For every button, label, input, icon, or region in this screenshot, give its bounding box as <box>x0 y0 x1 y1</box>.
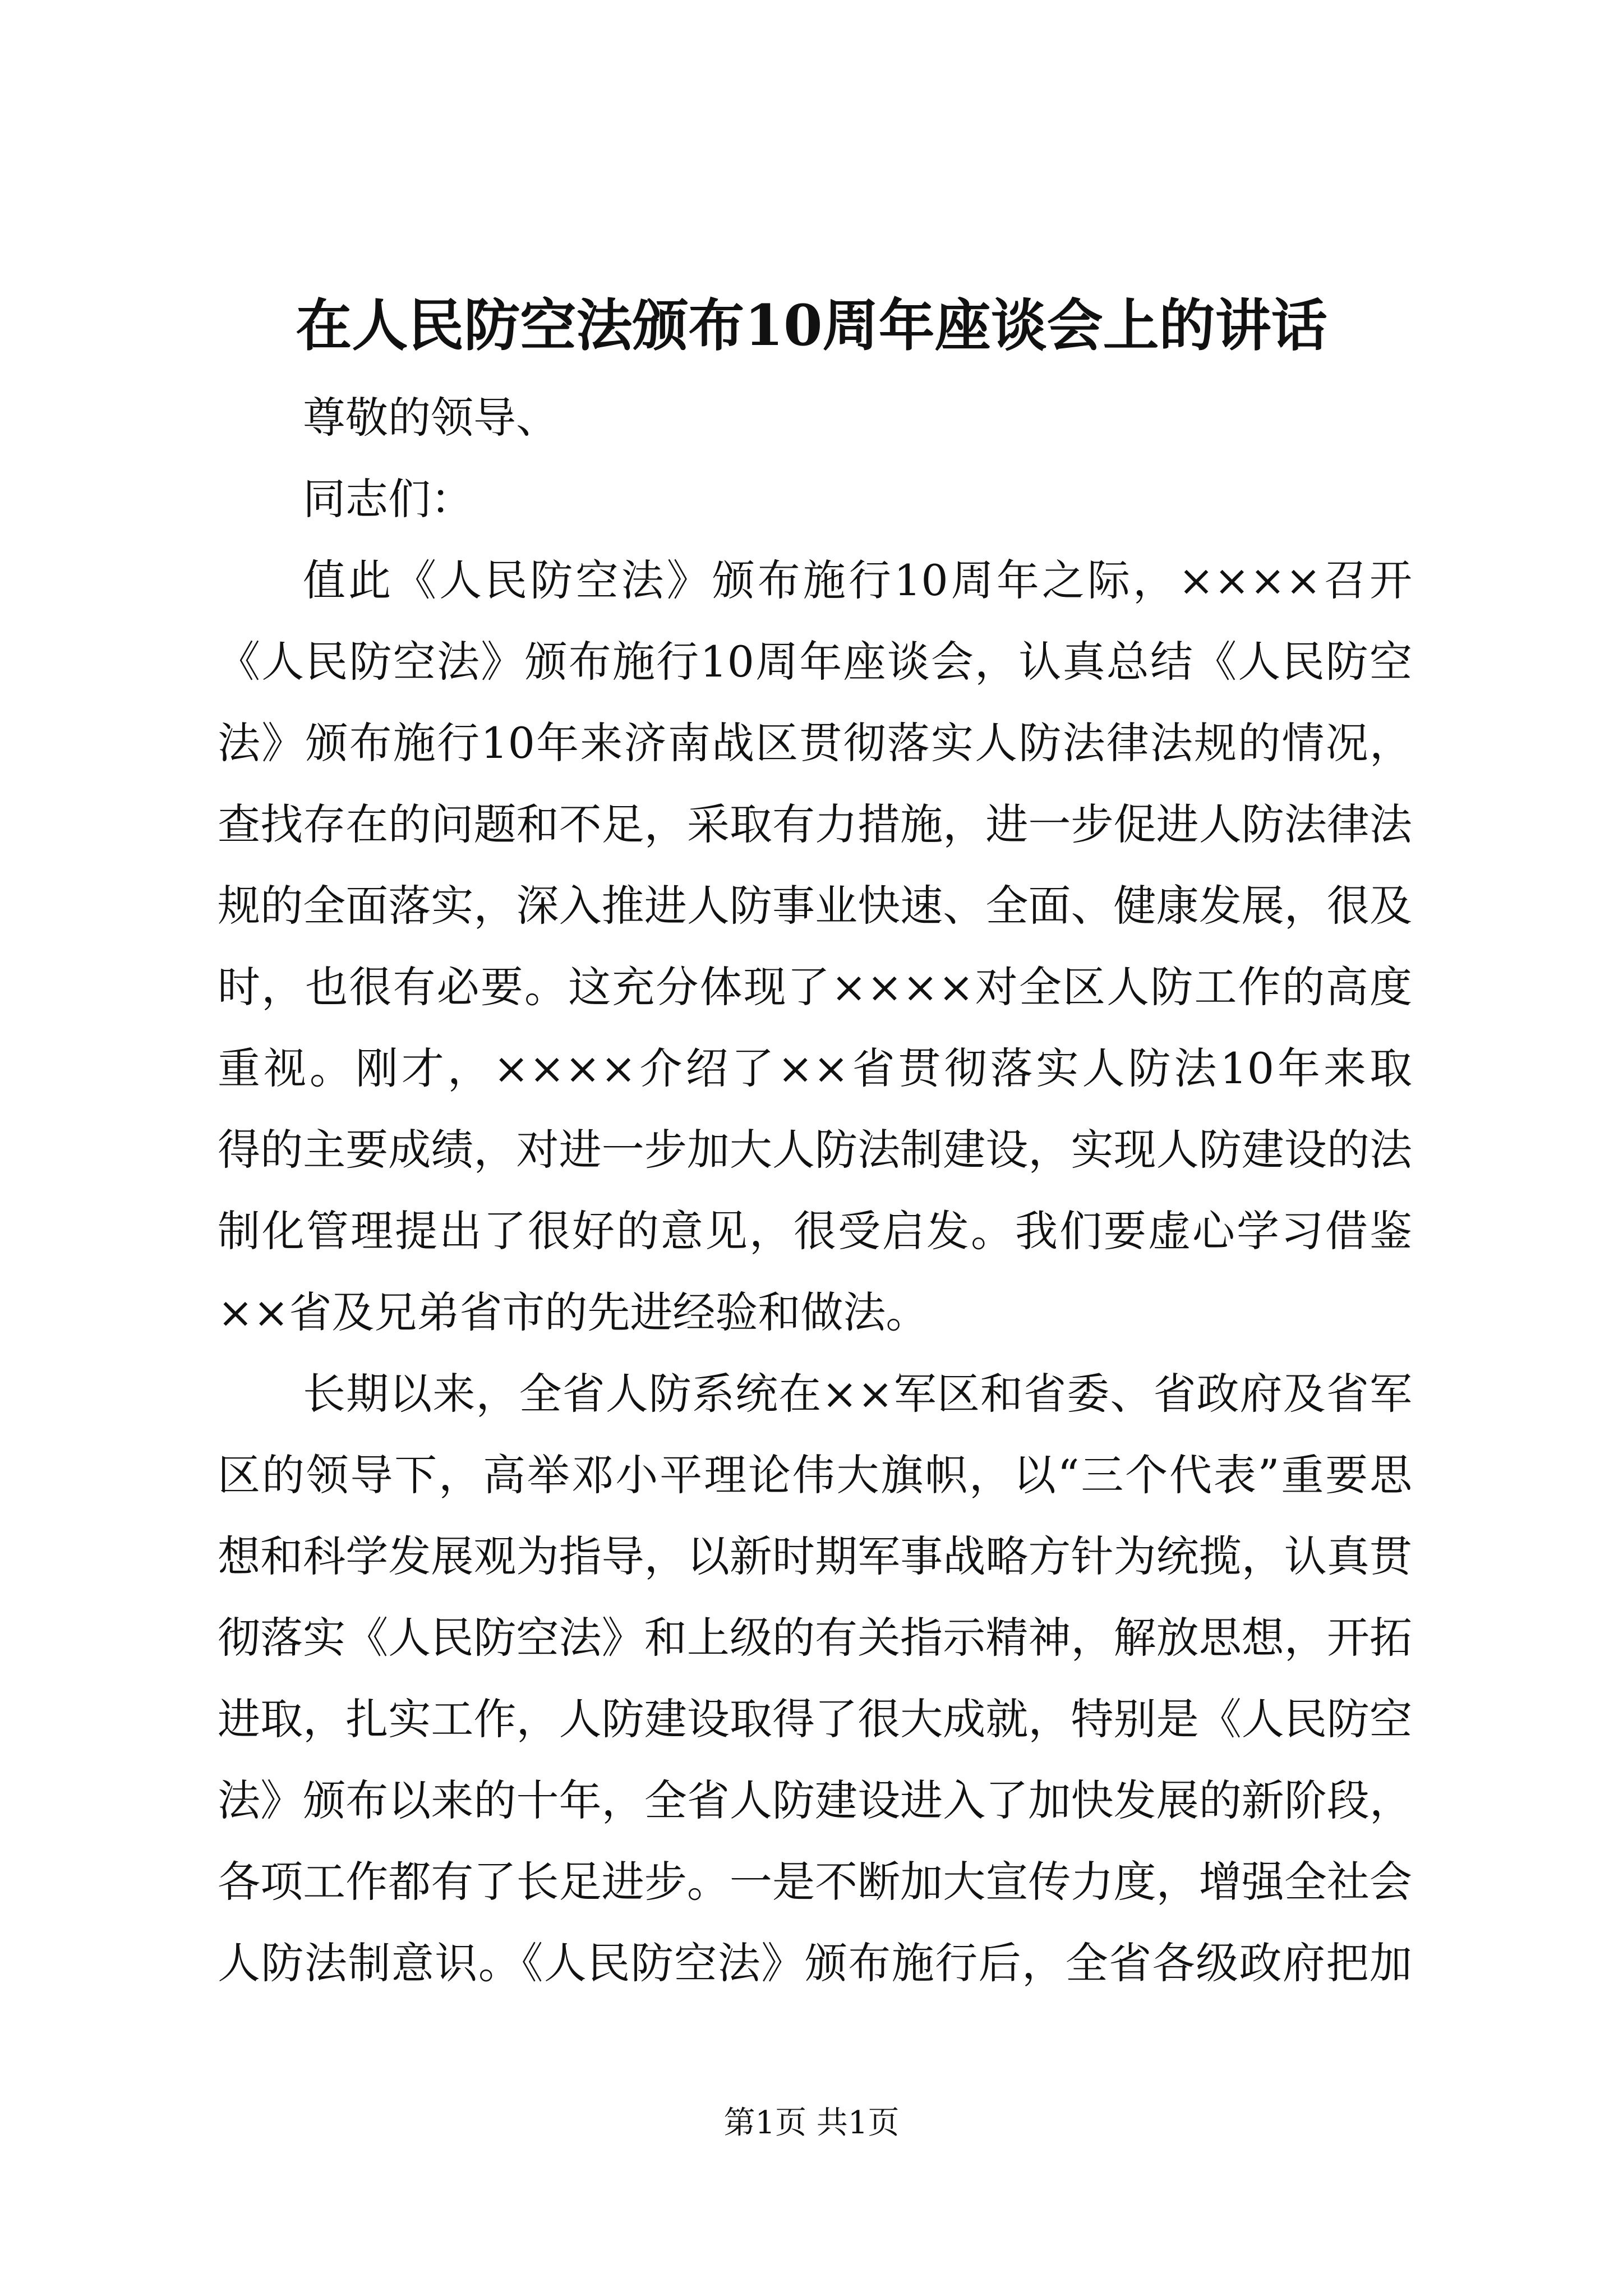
paragraph-line: 重视。刚才，××××介绍了××省贯彻落实人防法10年来取 <box>218 1043 1412 1093</box>
paragraph-line: 值此《人民防空法》颁布施行10周年之际，××××召开 <box>303 555 1412 605</box>
paragraph-line: 得的主要成绩，对进一步加大人防法制建设，实现人防建设的法 <box>218 1125 1412 1175</box>
paragraph-line: 规的全面落实，深入推进人防事业快速、全面、健康发展，很及 <box>218 881 1412 931</box>
paragraph-line: 时，也很有必要。这充分体现了××××对全区人防工作的高度 <box>218 962 1412 1012</box>
paragraph-line: 人防法制意识。《人民防空法》颁布施行后，全省各级政府把加 <box>218 1938 1412 1988</box>
paragraph-line: 进取，扎实工作，人防建设取得了很大成就，特别是《人民防空 <box>218 1694 1412 1744</box>
page-indicator: 第1页 共1页 <box>723 2105 900 2141</box>
paragraph-line: 区的领导下，高举邓小平理论伟大旗帜，以“三个代表”重要思 <box>218 1450 1412 1500</box>
paragraph-line: 查找存在的问题和不足，采取有力措施，进一步促进人防法律法 <box>218 799 1412 849</box>
salutation-line: 同志们： <box>303 474 473 524</box>
paragraph-line: 想和科学发展观为指导，以新时期军事战略方针为统揽，认真贯 <box>218 1531 1412 1581</box>
paragraph-line: 法》颁布以来的十年，全省人防建设进入了加快发展的新阶段， <box>218 1775 1412 1825</box>
page-title: 在人民防空法颁布10周年座谈会上的讲话 <box>296 292 1327 358</box>
paragraph-line: 法》颁布施行10年来济南战区贯彻落实人防法律法规的情况， <box>218 718 1412 768</box>
paragraph-line: 各项工作都有了长足进步。一是不断加大宣传力度，增强全社会 <box>218 1857 1412 1907</box>
salutation-line: 尊敬的领导、 <box>303 393 559 443</box>
paragraph-line: ××省及兄弟省市的先进经验和做法。 <box>218 1287 929 1337</box>
paragraph-line: 《人民防空法》颁布施行10周年座谈会，认真总结《人民防空 <box>218 637 1412 687</box>
paragraph-line: 彻落实《人民防空法》和上级的有关指示精神，解放思想，开拓 <box>218 1613 1412 1663</box>
paragraph-line: 制化管理提出了很好的意见，很受启发。我们要虚心学习借鉴 <box>218 1206 1412 1256</box>
paragraph-line: 长期以来，全省人防系统在××军区和省委、省政府及省军 <box>303 1369 1412 1419</box>
